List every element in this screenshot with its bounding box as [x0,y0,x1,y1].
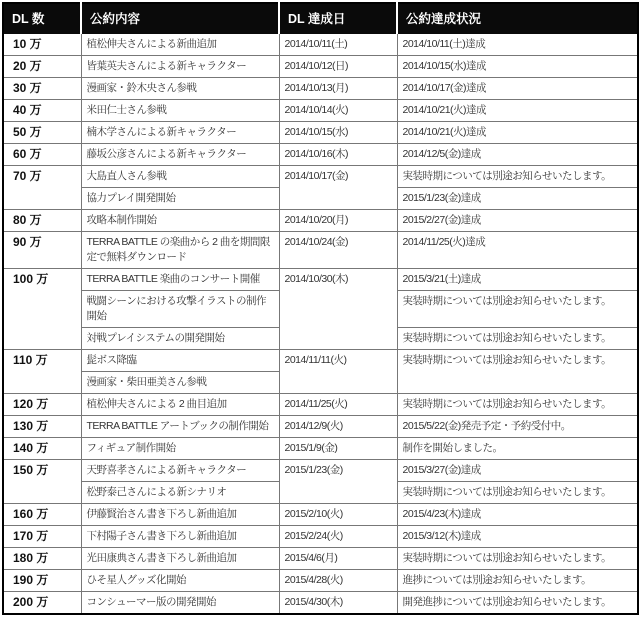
dl-count-cell: 70 万 [3,166,81,210]
table-row [3,56,638,78]
dl-count-cell: 150 万 [3,460,81,504]
dl-count-cell: 130 万 [3,416,81,438]
dl-count-cell: 30 万 [3,78,81,100]
dl-achieved-date-cell: 2015/1/9(金) [279,438,397,460]
pledge-status-cell: 2015/2/27(金)達成 [397,210,638,232]
dl-count-cell: 160 万 [3,504,81,526]
header-row [3,3,638,34]
pledge-status-cell: 2015/3/21(土)達成 [397,269,638,291]
dl-milestone-table [2,2,639,615]
pledge-content-cell: 戦闘シーンにおける攻撃イラストの制作開始 [81,291,279,328]
pledge-content-cell: 天野喜孝さんによる新キャラクター [81,460,279,482]
dl-count-cell: 100 万 [3,269,81,350]
col-header-pledge-status: 公約達成状況 [397,3,638,34]
pledge-content-cell: 伊藤賢治さん書き下ろし新曲追加 [81,504,279,526]
table-row [3,144,638,166]
dl-achieved-date-cell: 2014/10/24(金) [279,232,397,269]
dl-count-cell: 180 万 [3,548,81,570]
pledge-status-cell: 制作を開始しました。 [397,438,638,460]
pledge-content-cell: 光田康典さん書き下ろし新曲追加 [81,548,279,570]
table-row [3,350,638,372]
pledge-content-cell: 対戦プレイシステムの開発開始 [81,328,279,350]
pledge-content-cell: 松野泰己さんによる新シナリオ [81,482,279,504]
dl-achieved-date-cell: 2015/4/30(木) [279,592,397,615]
dl-achieved-date-cell: 2014/10/13(月) [279,78,397,100]
pledge-status-cell: 実装時期については別途お知らせいたします。 [397,548,638,570]
table-row [3,100,638,122]
dl-count-cell: 120 万 [3,394,81,416]
pledge-content-cell: ひそ星人グッズ化開始 [81,570,279,592]
table-body [3,34,638,615]
table-row [3,416,638,438]
dl-count-cell: 80 万 [3,210,81,232]
dl-count-cell: 60 万 [3,144,81,166]
dl-achieved-date-cell: 2014/11/25(火) [279,394,397,416]
pledge-status-cell: 2014/10/21(火)達成 [397,122,638,144]
table-row [3,394,638,416]
pledge-content-cell: 下村陽子さん書き下ろし新曲追加 [81,526,279,548]
dl-achieved-date-cell: 2014/10/12(日) [279,56,397,78]
pledge-content-cell: 攻略本制作開始 [81,210,279,232]
dl-count-cell: 50 万 [3,122,81,144]
table-row [3,78,638,100]
pledge-content-cell: 藤坂公彦さんによる新キャラクター [81,144,279,166]
dl-achieved-date-cell: 2015/4/28(火) [279,570,397,592]
pledge-status-cell: 実装時期については別途お知らせいたします。 [397,350,638,394]
pledge-status-cell: 開発進捗については別途お知らせいたします。 [397,592,638,615]
pledge-status-cell: 2014/10/11(土)達成 [397,34,638,56]
pledge-status-cell: 2014/10/21(火)達成 [397,100,638,122]
pledge-status-cell: 2015/3/27(金)達成 [397,460,638,482]
pledge-status-cell: 実装時期については別途お知らせいたします。 [397,482,638,504]
table-row [3,438,638,460]
pledge-status-cell: 2015/4/23(木)達成 [397,504,638,526]
table-row [3,592,638,615]
dl-achieved-date-cell: 2014/12/9(火) [279,416,397,438]
pledge-status-cell: 2014/12/5(金)達成 [397,144,638,166]
table-row [3,548,638,570]
col-header-pledge-content: 公約内容 [81,3,279,34]
dl-achieved-date-cell: 2014/11/11(火) [279,350,397,394]
dl-count-cell: 20 万 [3,56,81,78]
pledge-status-cell: 2015/5/22(金)発売予定・予約受付中。 [397,416,638,438]
pledge-status-cell: 実装時期については別途お知らせいたします。 [397,328,638,350]
dl-achieved-date-cell: 2014/10/20(月) [279,210,397,232]
table-row [3,269,638,291]
col-header-dl-count: DL 数 [3,3,81,34]
pledge-content-cell: TERRA BATTLE 楽曲のコンサート開催 [81,269,279,291]
pledge-content-cell: 大島直人さん参戦 [81,166,279,188]
table-row [3,210,638,232]
col-header-dl-achieved-date: DL 達成日 [279,3,397,34]
pledge-content-cell: 漫画家・鈴木央さん参戦 [81,78,279,100]
pledge-status-cell: 2015/3/12(木)達成 [397,526,638,548]
pledge-content-cell: 協力プレイ開発開始 [81,188,279,210]
pledge-status-cell: 実装時期については別途お知らせいたします。 [397,394,638,416]
table-row [3,122,638,144]
pledge-status-cell: 2014/10/15(水)達成 [397,56,638,78]
pledge-status-cell: 実装時期については別途お知らせいたします。 [397,166,638,188]
dl-achieved-date-cell: 2015/2/10(火) [279,504,397,526]
dl-achieved-date-cell: 2014/10/17(金) [279,166,397,210]
table-row [3,166,638,188]
dl-achieved-date-cell: 2014/10/14(火) [279,100,397,122]
dl-count-cell: 190 万 [3,570,81,592]
table-row [3,504,638,526]
dl-achieved-date-cell: 2014/10/11(土) [279,34,397,56]
dl-achieved-date-cell: 2015/4/6(月) [279,548,397,570]
pledge-content-cell: フィギュア制作開始 [81,438,279,460]
dl-count-cell: 90 万 [3,232,81,269]
dl-achieved-date-cell: 2014/10/15(水) [279,122,397,144]
pledge-status-cell: 進捗については別途お知らせいたします。 [397,570,638,592]
table-row [3,460,638,482]
pledge-content-cell: 植松伸夫さんによる新曲追加 [81,34,279,56]
dl-count-cell: 140 万 [3,438,81,460]
dl-count-cell: 40 万 [3,100,81,122]
dl-achieved-date-cell: 2014/10/16(木) [279,144,397,166]
pledge-content-cell: 米田仁士さん参戦 [81,100,279,122]
dl-achieved-date-cell: 2015/2/24(火) [279,526,397,548]
dl-count-cell: 110 万 [3,350,81,394]
dl-achieved-date-cell: 2015/1/23(金) [279,460,397,504]
pledge-content-cell: 皆葉英夫さんによる新キャラクター [81,56,279,78]
dl-achieved-date-cell: 2014/10/30(木) [279,269,397,350]
table-row [3,526,638,548]
pledge-status-cell: 2015/1/23(金)達成 [397,188,638,210]
pledge-content-cell: 漫画家・柴田亜美さん参戦 [81,372,279,394]
pledge-status-cell: 2014/11/25(火)達成 [397,232,638,269]
pledge-content-cell: 髭ボス降臨 [81,350,279,372]
pledge-content-cell: TERRA BATTLE の楽曲から 2 曲を期間限定で無料ダウンロード [81,232,279,269]
pledge-status-cell: 2014/10/17(金)達成 [397,78,638,100]
table-row [3,570,638,592]
dl-count-cell: 200 万 [3,592,81,615]
pledge-content-cell: コンシューマー版の開発開始 [81,592,279,615]
pledge-content-cell: 植松伸夫さんによる 2 曲目追加 [81,394,279,416]
pledge-content-cell: TERRA BATTLE アートブックの制作開始 [81,416,279,438]
pledge-status-cell: 実装時期については別途お知らせいたします。 [397,291,638,328]
table-row [3,34,638,56]
dl-count-cell: 170 万 [3,526,81,548]
table-row [3,232,638,269]
dl-count-cell: 10 万 [3,34,81,56]
pledge-content-cell: 楠木学さんによる新キャラクター [81,122,279,144]
